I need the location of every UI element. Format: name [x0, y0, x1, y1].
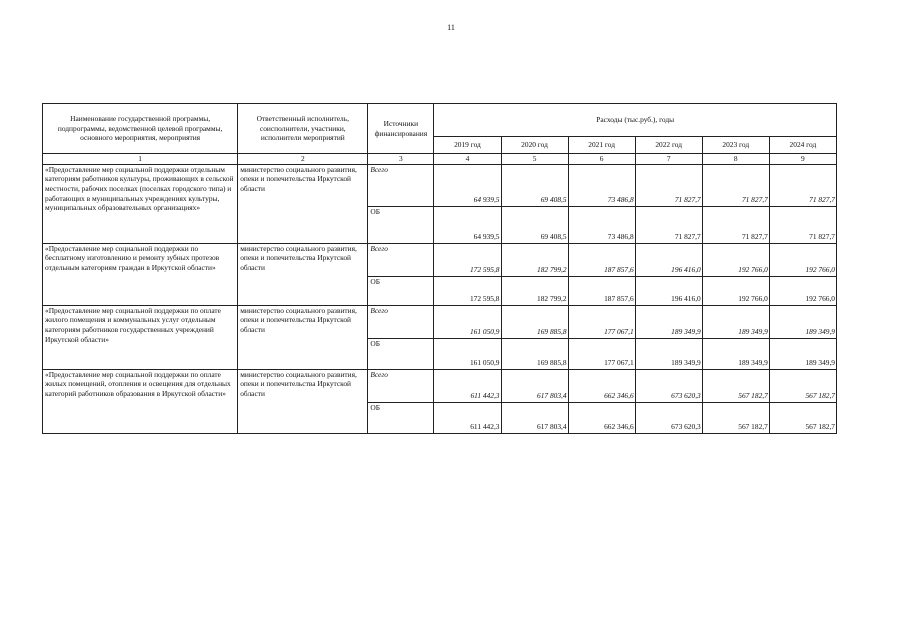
- ob-value: 172 595,8: [434, 276, 501, 305]
- total-value: 662 346,6: [568, 369, 635, 402]
- measure-name: «Предоставление мер социальной поддержки по бесплатному изготовлению и ремонту зубных протезов отдельным категориям граждан в Иркутской области»: [43, 243, 238, 305]
- ob-value: 189 349,9: [702, 338, 769, 369]
- total-value: 73 486,8: [568, 164, 635, 206]
- column-index: 3: [368, 154, 434, 165]
- total-value: 169 885,8: [501, 305, 568, 338]
- header-year: 2021 год: [568, 137, 635, 154]
- ob-value: 673 620,3: [635, 402, 702, 433]
- ob-value: 196 416,0: [635, 276, 702, 305]
- ob-value: 177 067,1: [568, 338, 635, 369]
- header-year: 2022 год: [635, 137, 702, 154]
- ob-value: 71 827,7: [702, 206, 769, 243]
- total-value: 71 827,7: [769, 164, 836, 206]
- ob-value: 567 182,7: [702, 402, 769, 433]
- column-index: 9: [769, 154, 836, 165]
- ob-value: 192 766,0: [702, 276, 769, 305]
- total-value: 567 182,7: [769, 369, 836, 402]
- column-index: 8: [702, 154, 769, 165]
- measure-name: «Предоставление мер социальной поддержки отдельным категориям работников культуры, проживающих в сельской местности, рабочих поселках (поселках городского типа) и работающих в муниципальных учреждениях культуры, муниципальных образовательных организациях»: [43, 164, 238, 243]
- ob-value: 64 939,5: [434, 206, 501, 243]
- source-ob-label: ОБ: [368, 276, 434, 305]
- total-value: 177 067,1: [568, 305, 635, 338]
- measure-executor: министерство социального развития, опеки и попечительства Иркутской области: [238, 305, 368, 369]
- total-value: 189 349,9: [702, 305, 769, 338]
- total-value: 192 766,0: [769, 243, 836, 276]
- ob-value: 71 827,7: [635, 206, 702, 243]
- column-index: 1: [43, 154, 238, 165]
- total-value: 71 827,7: [635, 164, 702, 206]
- column-index: 6: [568, 154, 635, 165]
- ob-value: 189 349,9: [769, 338, 836, 369]
- ob-value: 611 442,3: [434, 402, 501, 433]
- ob-value: 182 799,2: [501, 276, 568, 305]
- total-value: 196 416,0: [635, 243, 702, 276]
- total-value: 567 182,7: [702, 369, 769, 402]
- ob-value: 189 349,9: [635, 338, 702, 369]
- total-value: 611 442,3: [434, 369, 501, 402]
- header-year: 2019 год: [434, 137, 501, 154]
- total-value: 64 939,5: [434, 164, 501, 206]
- total-value: 192 766,0: [702, 243, 769, 276]
- table-row: [43, 164, 837, 206]
- column-index: 2: [238, 154, 368, 165]
- table-row: [43, 305, 837, 338]
- source-total-label: Всего: [368, 164, 434, 206]
- column-index: 4: [434, 154, 501, 165]
- ob-value: 169 885,8: [501, 338, 568, 369]
- table-row: [43, 369, 837, 402]
- ob-value: 567 182,7: [769, 402, 836, 433]
- ob-value: 617 803,4: [501, 402, 568, 433]
- total-value: 69 408,5: [501, 164, 568, 206]
- ob-value: 187 857,6: [568, 276, 635, 305]
- measure-executor: министерство социального развития, опеки и попечительства Иркутской области: [238, 369, 368, 433]
- header-year: 2024 год: [769, 137, 836, 154]
- total-value: 673 620,3: [635, 369, 702, 402]
- total-value: 172 595,8: [434, 243, 501, 276]
- measure-name: «Предоставление мер социальной поддержки по оплате жилого помещения и коммунальных услуг отдельным категориям работников государственных учреждений Иркутской области»: [43, 305, 238, 369]
- ob-value: 662 346,6: [568, 402, 635, 433]
- column-index: 7: [635, 154, 702, 165]
- total-value: 71 827,7: [702, 164, 769, 206]
- header-year: 2023 год: [702, 137, 769, 154]
- header-expenses: Расходы (тыс.руб.), годы: [434, 104, 837, 137]
- total-value: 182 799,2: [501, 243, 568, 276]
- source-ob-label: ОБ: [368, 402, 434, 433]
- measure-executor: министерство социального развития, опеки и попечительства Иркутской области: [238, 164, 368, 243]
- page-number: 11: [447, 23, 455, 32]
- total-value: 187 857,6: [568, 243, 635, 276]
- budget-table: [42, 103, 837, 434]
- source-total-label: Всего: [368, 369, 434, 402]
- header-year: 2020 год: [501, 137, 568, 154]
- source-total-label: Всего: [368, 305, 434, 338]
- column-index: 5: [501, 154, 568, 165]
- measure-name: «Предоставление мер социальной поддержки по оплате жилых помещений, отопления и освещения для отдельных категорий работников образования в Иркутской области»: [43, 369, 238, 433]
- ob-value: 71 827,7: [769, 206, 836, 243]
- total-value: 189 349,9: [635, 305, 702, 338]
- ob-value: 161 050,9: [434, 338, 501, 369]
- measure-executor: министерство социального развития, опеки и попечительства Иркутской области: [238, 243, 368, 305]
- ob-value: 73 486,8: [568, 206, 635, 243]
- ob-value: 192 766,0: [769, 276, 836, 305]
- header-executor: Ответственный исполнитель, соисполнители, участники, исполнители мероприятий: [238, 104, 368, 154]
- total-value: 189 349,9: [769, 305, 836, 338]
- source-ob-label: ОБ: [368, 338, 434, 369]
- table-row: [43, 243, 837, 276]
- header-source: Источники финансирования: [368, 104, 434, 154]
- total-value: 617 803,4: [501, 369, 568, 402]
- source-ob-label: ОБ: [368, 206, 434, 243]
- total-value: 161 050,9: [434, 305, 501, 338]
- header-name: Наименование государственной программы, подпрограммы, ведомственной целевой программы, основного мероприятия, мероприятия: [43, 104, 238, 154]
- ob-value: 69 408,5: [501, 206, 568, 243]
- source-total-label: Всего: [368, 243, 434, 276]
